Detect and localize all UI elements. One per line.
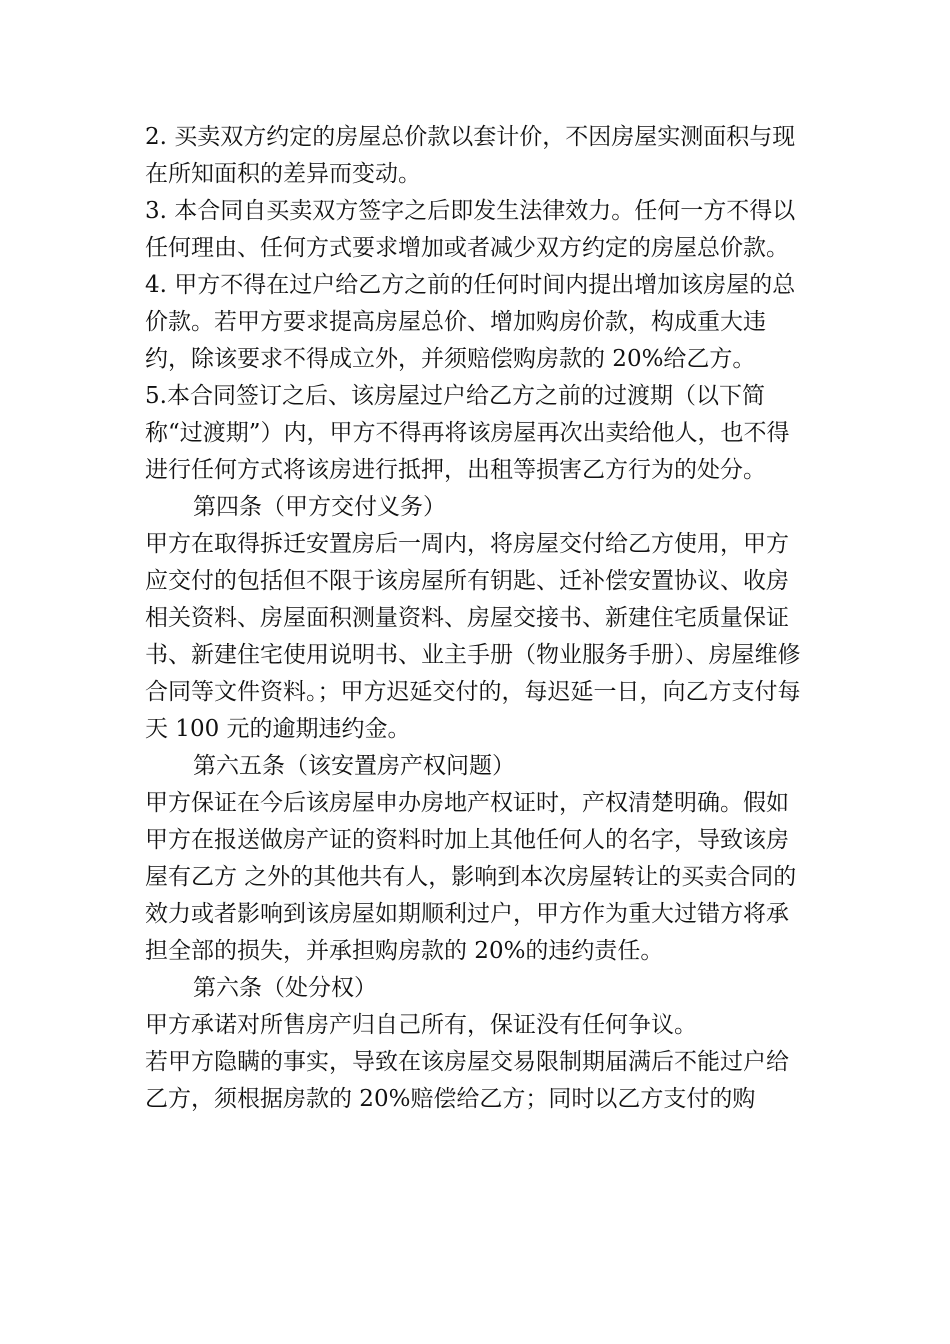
article-4-heading: 第四条（甲方交付义务） (193, 494, 446, 520)
clause-2-paragraph: 2. 买卖双方约定的房屋总价款以套计价，不因房屋实测面积与现在所知面积的差异而变动。 (145, 124, 796, 187)
article-4-paragraph: 甲方在取得拆迁安置房后一周内，将房屋交付给乙方使用，甲方应交付的包括但不限于该房屋所有钥匙、迁补偿安置协议、收房相关资料、房屋面积测量资料、房屋交接书、新建住宅质量保证书、新建住宅使用说明书、业主手册（物业服务手册）、房屋维修合同等文件资料。；甲方迟延交付的，每迟延一日，向乙方支付每天 100 元的逾期违约金。 (145, 531, 801, 742)
clause-5-paragraph: 5.本合同签订之后、该房屋过户给乙方之前的过渡期（以下简称“过渡期”）内，甲方不得再将该房屋再次出卖给他人，也不得进行任何方式将该房进行抵押，出租等损害乙方行为的处分。 (145, 383, 790, 483)
clause-4-paragraph: 4. 甲方不得在过户给乙方之前的任何时间内提出增加该房屋的总价款。若甲方要求提高房屋总价、增加购房价款，构成重大违约，除该要求不得成立外，并须赔偿购房款的 20%给乙方。 (145, 272, 796, 372)
article-6-heading: 第六条（处分权） (193, 975, 377, 1001)
article-5-heading: 第六五条（该安置房产权问题） (193, 753, 515, 779)
clause-3-paragraph: 3. 本合同自买卖双方签字之后即发生法律效力。任何一方不得以任何理由、任何方式要求增加或者减少双方约定的房屋总价款。 (145, 198, 796, 261)
article-6-paragraph-1: 甲方承诺对所售房产归自己所有，保证没有任何争议。 (145, 1012, 697, 1038)
article-5-paragraph: 甲方保证在今后该房屋申办房地产权证时，产权清楚明确。假如甲方在报送做房产证的资料时加上其他任何人的名字，导致该房屋有乙方 之外的其他共有人，影响到本次房屋转让的买卖合同的效力或者影响到该房屋如期顺利过户，甲方作为重大过错方将承担全部的损失，并承担购房款的 20%的违约责任。 (145, 790, 797, 964)
document-body (145, 119, 810, 1118)
article-6-paragraph-2: 若甲方隐瞒的事实，导致在该房屋交易限制期届满后不能过户给乙方，须根据房款的 20%赔偿给乙方；同时以乙方支付的购 (145, 1049, 789, 1112)
